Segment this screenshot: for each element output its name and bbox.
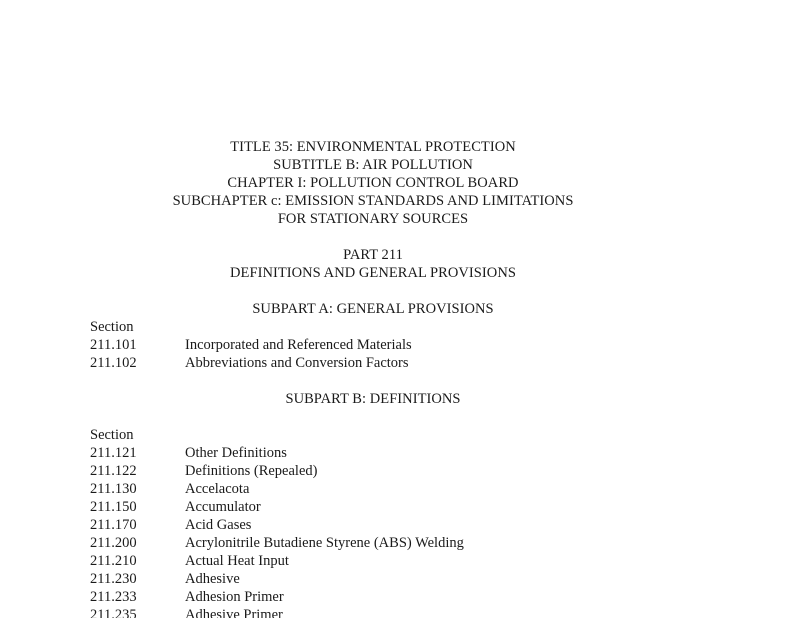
section-number: 211.101 xyxy=(90,337,137,353)
section-title: Acid Gases xyxy=(185,517,252,533)
section-title: Definitions (Repealed) xyxy=(185,463,318,479)
section-row xyxy=(90,516,464,534)
section-number: 211.170 xyxy=(90,517,137,533)
part-title: DEFINITIONS AND GENERAL PROVISIONS xyxy=(230,265,516,281)
section-title: Adhesive xyxy=(185,571,240,587)
section-row xyxy=(90,606,464,618)
section-title: Abbreviations and Conversion Factors xyxy=(185,355,409,371)
subpart-a-section-list xyxy=(90,318,412,372)
section-column-label: Section xyxy=(90,319,134,335)
heading-subchapter-line: SUBCHAPTER c: EMISSION STANDARDS AND LIMITATIONS xyxy=(172,193,574,209)
subpart-b-section-list xyxy=(90,426,464,618)
heading-chapter-line: CHAPTER I: POLLUTION CONTROL BOARD xyxy=(227,175,519,191)
section-number: 211.230 xyxy=(90,571,137,587)
section-title: Acrylonitrile Butadiene Styrene (ABS) Welding xyxy=(185,535,464,551)
section-number: 211.130 xyxy=(90,481,137,497)
subpart-b-heading xyxy=(0,390,746,408)
heading-subchapter-continuation: FOR STATIONARY SOURCES xyxy=(277,211,469,227)
subpart-a-title: SUBPART A: GENERAL PROVISIONS xyxy=(252,301,494,317)
section-row xyxy=(90,480,464,498)
section-title: Actual Heat Input xyxy=(185,553,289,569)
section-number: 211.235 xyxy=(90,607,137,618)
section-row xyxy=(90,588,464,606)
section-title: Accelacota xyxy=(185,481,250,497)
section-title: Adhesive Primer xyxy=(185,607,283,618)
section-column-label: Section xyxy=(90,427,134,443)
section-number: 211.121 xyxy=(90,445,137,461)
section-number: 211.233 xyxy=(90,589,137,605)
subpart-b-title: SUBPART B: DEFINITIONS xyxy=(285,391,461,407)
subpart-a-heading xyxy=(0,300,746,318)
section-number: 211.122 xyxy=(90,463,137,479)
section-row xyxy=(90,444,464,462)
section-row xyxy=(90,336,412,354)
section-title: Incorporated and Referenced Materials xyxy=(185,337,412,353)
section-row xyxy=(90,552,464,570)
heading-subtitle-line: SUBTITLE B: AIR POLLUTION xyxy=(273,157,473,173)
part-number: PART 211 xyxy=(343,247,403,263)
section-title: Accumulator xyxy=(185,499,261,515)
section-row xyxy=(90,498,464,516)
title-heading xyxy=(0,138,746,228)
part-heading xyxy=(0,246,746,282)
section-row xyxy=(90,570,464,588)
section-title: Other Definitions xyxy=(185,445,287,461)
section-row xyxy=(90,534,464,552)
section-title: Adhesion Primer xyxy=(185,589,284,605)
section-row xyxy=(90,462,464,480)
section-number: 211.150 xyxy=(90,499,137,515)
heading-title-line: TITLE 35: ENVIRONMENTAL PROTECTION xyxy=(230,139,516,155)
section-number: 211.200 xyxy=(90,535,137,551)
section-number: 211.210 xyxy=(90,553,137,569)
section-row xyxy=(90,354,412,372)
section-number: 211.102 xyxy=(90,355,137,371)
